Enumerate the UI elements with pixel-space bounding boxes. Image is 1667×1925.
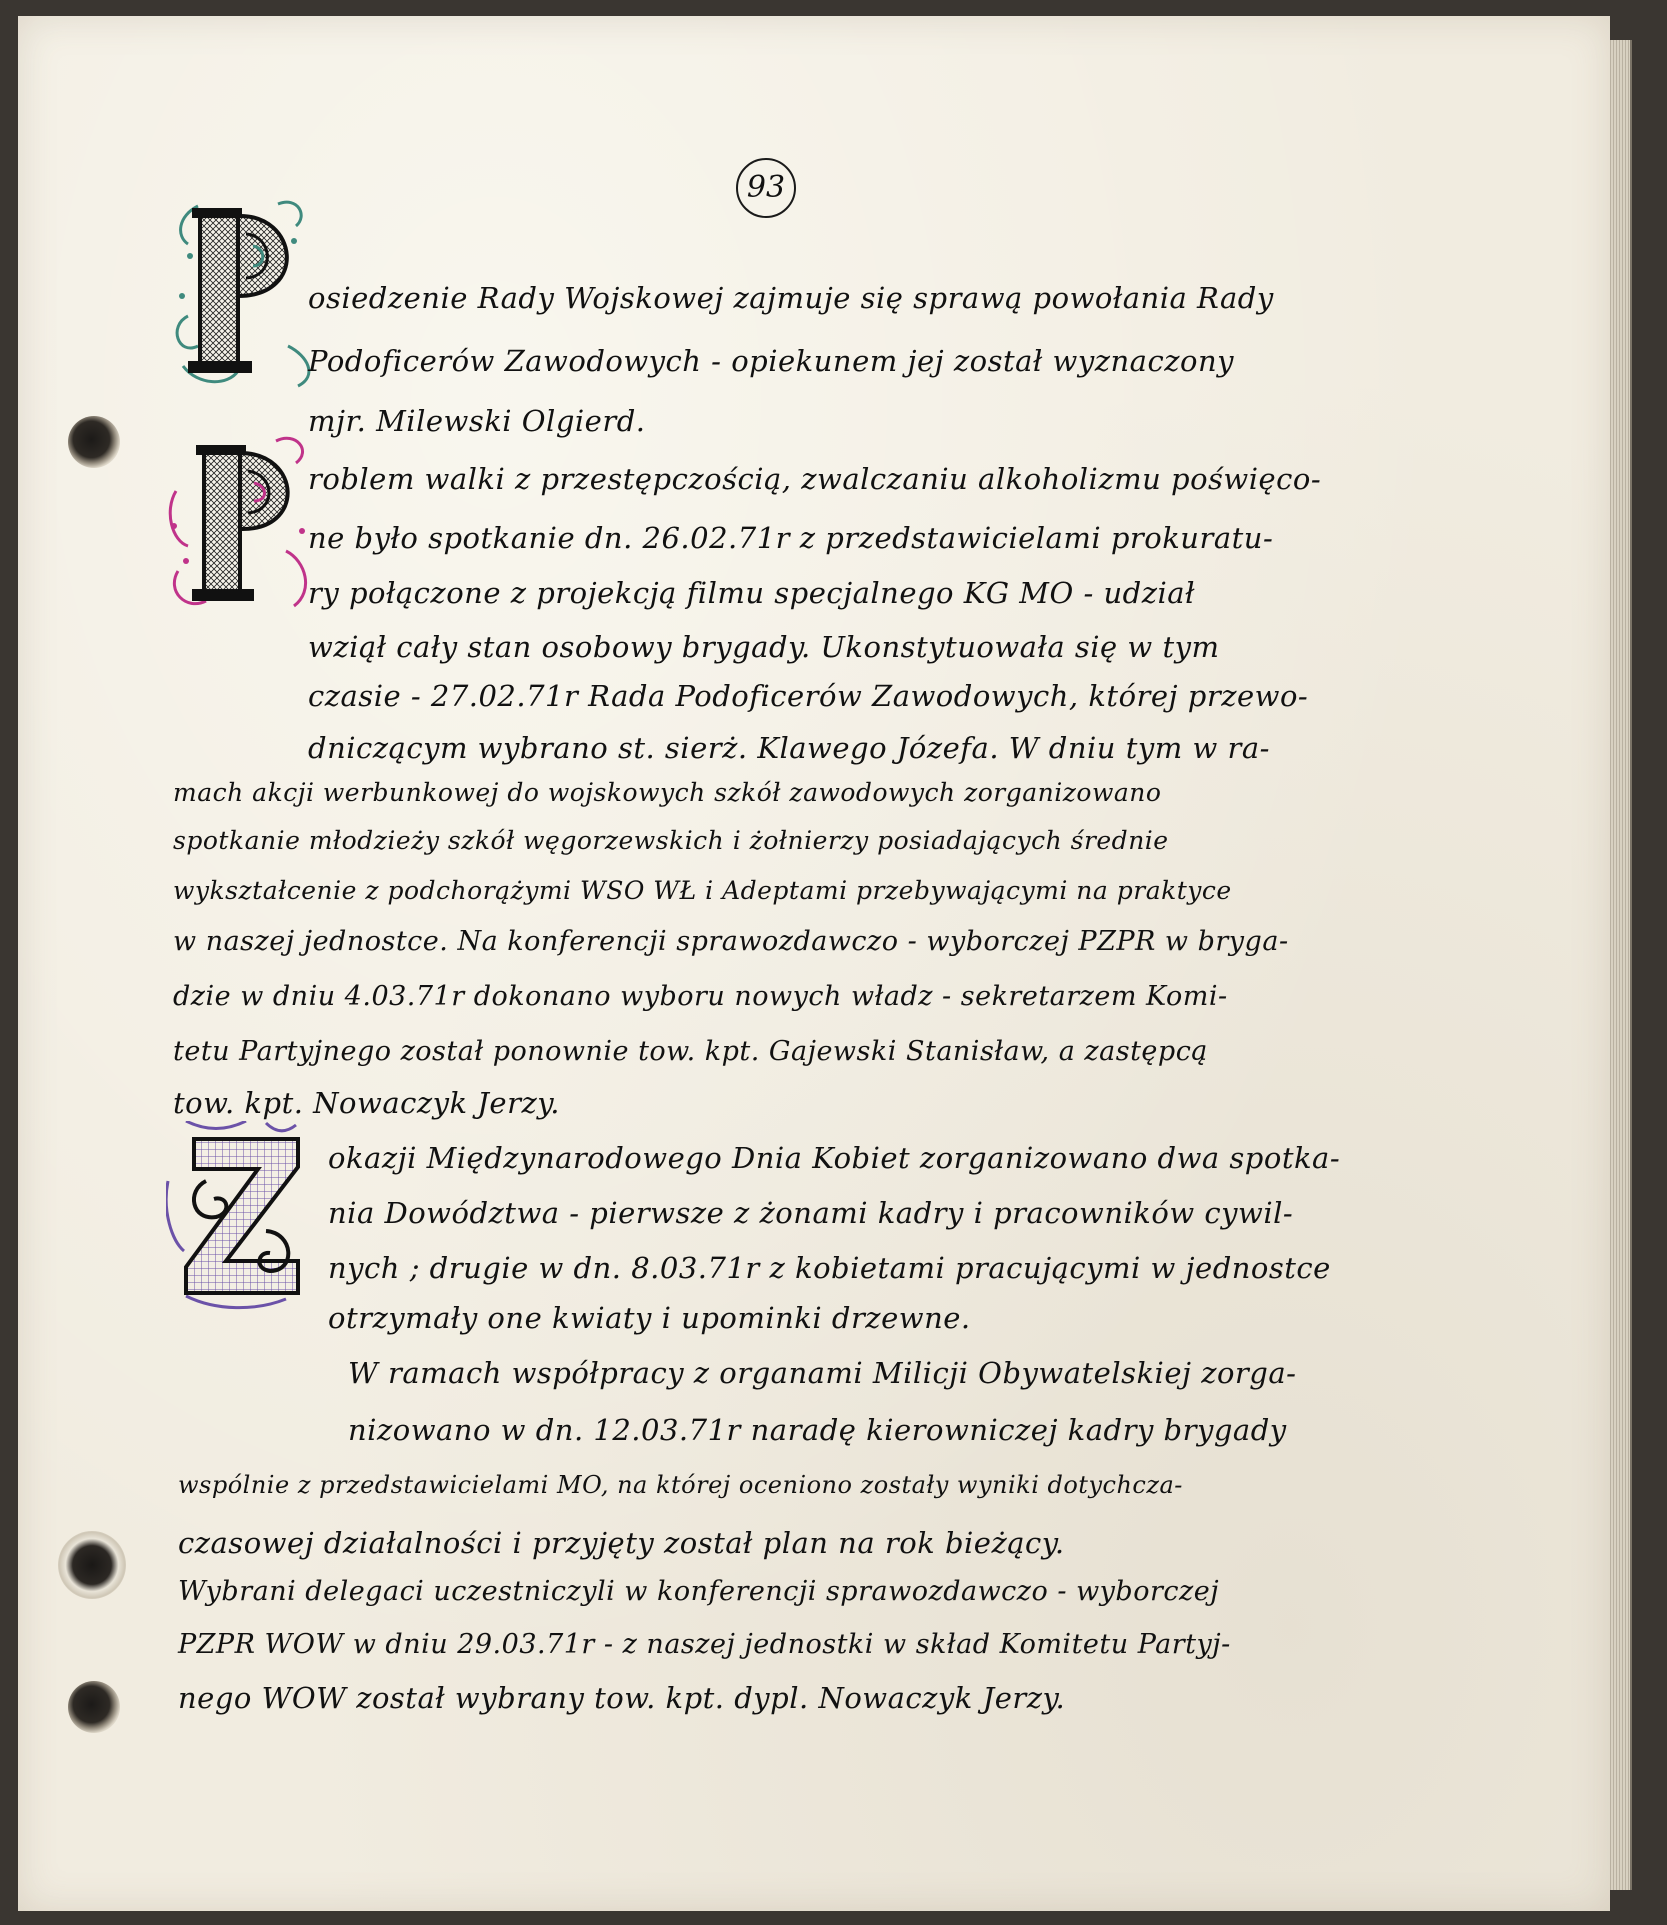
text-line: w naszej jednostce. Na konferencji sprawozdawczo - wyborczej PZPR w bryga- (173, 926, 1289, 957)
text-line: nego WOW został wybrany tow. kpt. dypl. Nowaczyk Jerzy. (178, 1681, 1066, 1715)
text-line: W ramach współpracy z organami Milicji Obywatelskiej zorga- (348, 1356, 1297, 1390)
initial-z-letter: Z (241, 1221, 242, 1222)
text-line: dniczącym wybrano st. sierż. Klawego Józefa. W dniu tym w ra- (308, 731, 1270, 765)
text-line: roblem walki z przestępczością, zwalczaniu alkoholizmu poświęco- (308, 462, 1322, 496)
text-line: tow. kpt. Nowaczyk Jerzy. (173, 1086, 560, 1120)
handwritten-text-block (18, 16, 1610, 1911)
text-line: Podoficerów Zawodowych - opiekunem jej został wyznaczony (308, 344, 1235, 378)
text-line: PZPR WOW w dniu 29.03.71r - z naszej jednostki w skład Komitetu Partyj- (178, 1629, 1231, 1660)
text-line: wspólnie z przedstawicielami MO, na której oceniono zostały wyniki dotychcza- (178, 1471, 1183, 1499)
text-line: nych ; drugie w dn. 8.03.71r z kobietami pracującymi w jednostce (328, 1251, 1331, 1285)
page-number: 93 (736, 158, 796, 218)
text-line: nizowano w dn. 12.03.71r naradę kierowniczej kadry brygady (348, 1413, 1287, 1447)
text-line: dzie w dniu 4.03.71r dokonano wyboru nowych władz - sekretarzem Komi- (173, 981, 1228, 1012)
text-line: ne było spotkanie dn. 26.02.71r z przedstawicielami prokuratu- (308, 521, 1274, 555)
text-line: nia Dowództwa - pierwsze z żonami kadry i pracowników cywil- (328, 1196, 1294, 1230)
notebook-page (18, 16, 1610, 1911)
text-line: wziął cały stan osobowy brygady. Ukonstytuowała się w tym (308, 630, 1220, 664)
text-line: tetu Partyjnego został ponownie tow. kpt. Gajewski Stanisław, a zastępcą (173, 1036, 1208, 1067)
text-line: Wybrani delegaci uczestniczyli w konferencji sprawozdawczo - wyborczej (178, 1576, 1220, 1607)
text-line: czasowej działalności i przyjęty został plan na rok bieżący. (178, 1526, 1065, 1560)
text-line: otrzymały one kwiaty i upominki drzewne. (328, 1301, 971, 1335)
text-line: osiedzenie Rady Wojskowej zajmuje się sprawą powołania Rady (308, 281, 1274, 315)
text-line: czasie - 27.02.71r Rada Podoficerów Zawodowych, której przewo- (308, 679, 1309, 713)
text-line: ry połączone z projekcją filmu specjalnego KG MO - udział (308, 576, 1195, 610)
text-line: mjr. Milewski Olgierd. (308, 404, 646, 438)
initial-p2-letter: P (221, 551, 222, 552)
text-line: spotkanie młodzieży szkół węgorzewskich i żołnierzy posiadających średnie (173, 826, 1169, 855)
text-line: okazji Międzynarodowego Dnia Kobiet zorganizowano dwa spotka- (328, 1141, 1341, 1175)
text-line: wykształcenie z podchorążymi WSO WŁ i Adeptami przebywającymi na praktyce (173, 876, 1232, 905)
initial-p1-letter: P (219, 326, 220, 327)
text-line: mach akcji werbunkowej do wojskowych szkół zawodowych zorganizowano (173, 778, 1162, 807)
